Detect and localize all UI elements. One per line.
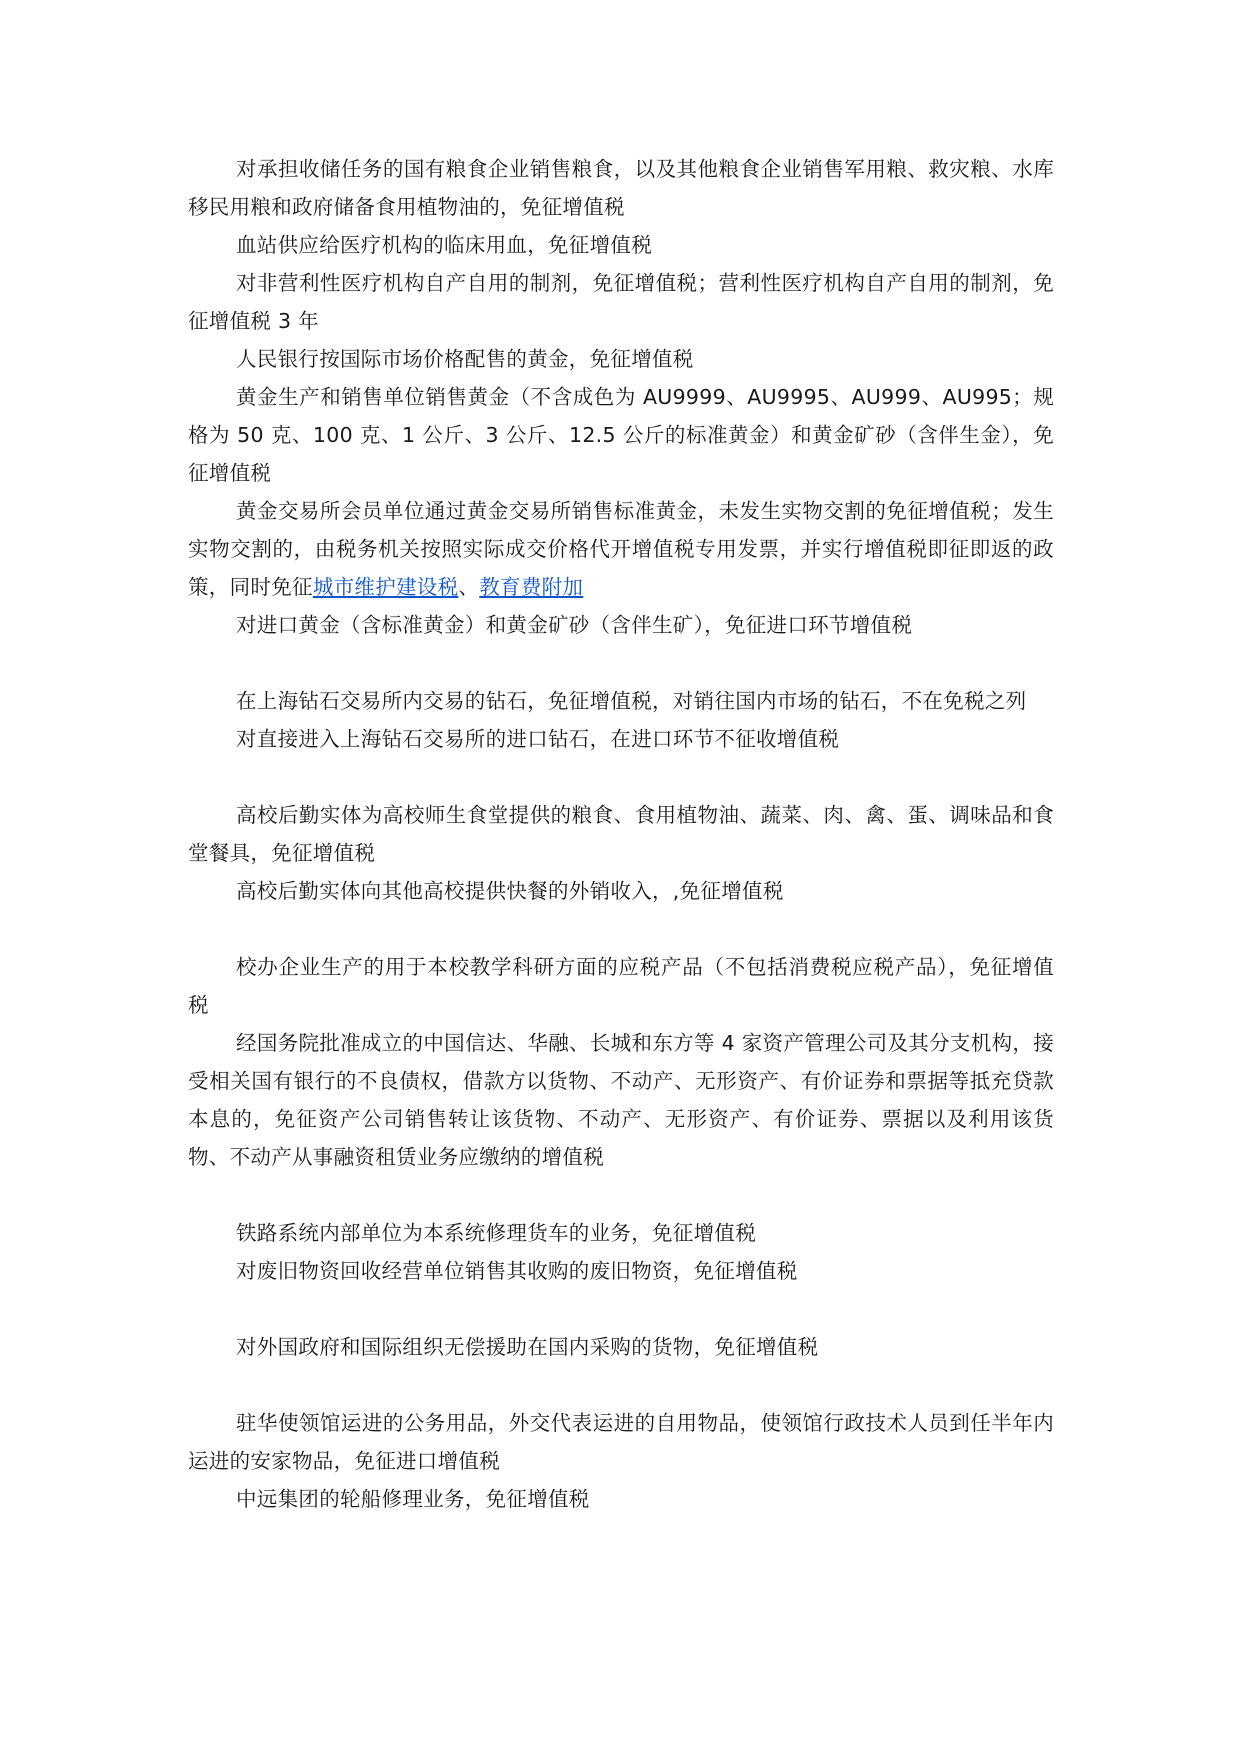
blank-line: [188, 910, 1054, 948]
paragraph-grain-exemption: 对承担收储任务的国有粮食企业销售粮食，以及其他粮食企业销售军用粮、救灾粮、水库移民用粮和政府储备食用植物油的，免征增值税: [188, 157, 1054, 219]
paragraph-gold-exchange-text: 黄金交易所会员单位通过黄金交易所销售标准黄金，未发生实物交割的免征增值税；发生实物交割的，由税务机关按照实际成交价格代开增值税专用发票，并实行增值税即征即返的政策，同时免征: [188, 499, 1054, 599]
paragraph-imported-diamond: 对直接进入上海钻石交易所的进口钻石，在进口环节不征收增值税: [236, 727, 840, 751]
paragraph-school-enterprise: 校办企业生产的用于本校教学科研方面的应税产品（不包括消费税应税产品），免征增值税: [188, 955, 1054, 1017]
paragraph-gold-exchange: [188, 492, 1054, 606]
link-separator: 、: [458, 575, 480, 599]
link-education-surcharge[interactable]: 教育费附加: [479, 575, 584, 599]
blank-line: [188, 758, 1054, 796]
paragraph-gold-producers: 黄金生产和销售单位销售黄金（不含成色为 AU9999、AU9995、AU999、AU995；规格为 50 克、100 克、1 公斤、3 公斤、12.5 公斤的标准黄金）和黄金矿砂（含伴生金），免征增值税: [188, 385, 1054, 485]
paragraph-imported-gold: 对进口黄金（含标准黄金）和黄金矿砂（含伴生矿），免征进口环节增值税: [236, 613, 913, 637]
paragraph-university-fastfood: 高校后勤实体向其他高校提供快餐的外销收入，,免征增值税: [236, 879, 784, 903]
document-body: [188, 150, 1054, 1518]
blank-line: [188, 1176, 1054, 1214]
paragraph-medical-preparations: 对非营利性医疗机构自产自用的制剂，免征增值税；营利性医疗机构自产自用的制剂，免征增值税 3 年: [188, 271, 1054, 333]
blank-line: [188, 1290, 1054, 1328]
paragraph-blood-station: 血站供应给医疗机构的临床用血，免征增值税: [236, 233, 652, 257]
link-urban-maintenance-tax[interactable]: 城市维护建设税: [312, 575, 459, 599]
paragraph-railway-repair: 铁路系统内部单位为本系统修理货车的业务，免征增值税: [236, 1221, 756, 1245]
paragraph-embassy-goods: 驻华使领馆运进的公务用品，外交代表运进的自用物品，使领馆行政技术人员到任半年内运进的安家物品，免征进口增值税: [188, 1411, 1054, 1473]
paragraph-recycling: 对废旧物资回收经营单位销售其收购的废旧物资，免征增值税: [236, 1259, 798, 1283]
paragraph-shanghai-diamond: 在上海钻石交易所内交易的钻石，免征增值税，对销往国内市场的钻石，不在免税之列: [236, 689, 1027, 713]
paragraph-cosco-repair: 中远集团的轮船修理业务，免征增值税: [236, 1487, 590, 1511]
paragraph-university-canteen: 高校后勤实体为高校师生食堂提供的粮食、食用植物油、蔬菜、肉、禽、蛋、调味品和食堂餐具，免征增值税: [188, 803, 1054, 865]
paragraph-asset-management: 经国务院批准成立的中国信达、华融、长城和东方等 4 家资产管理公司及其分支机构，接受相关国有银行的不良债权，借款方以货物、不动产、无形资产、有价证券和票据等抵充贷款本息的，免征资产公司销售转让该货物、不动产、无形资产、有价证券、票据以及利用该货物、不动产从事融资租赁业务应缴纳的增值税: [188, 1031, 1054, 1169]
blank-line: [188, 1366, 1054, 1404]
paragraph-foreign-aid: 对外国政府和国际组织无偿援助在国内采购的货物，免征增值税: [236, 1335, 819, 1359]
blank-line: [188, 644, 1054, 682]
paragraph-central-bank-gold: 人民银行按国际市场价格配售的黄金，免征增值税: [236, 347, 694, 371]
